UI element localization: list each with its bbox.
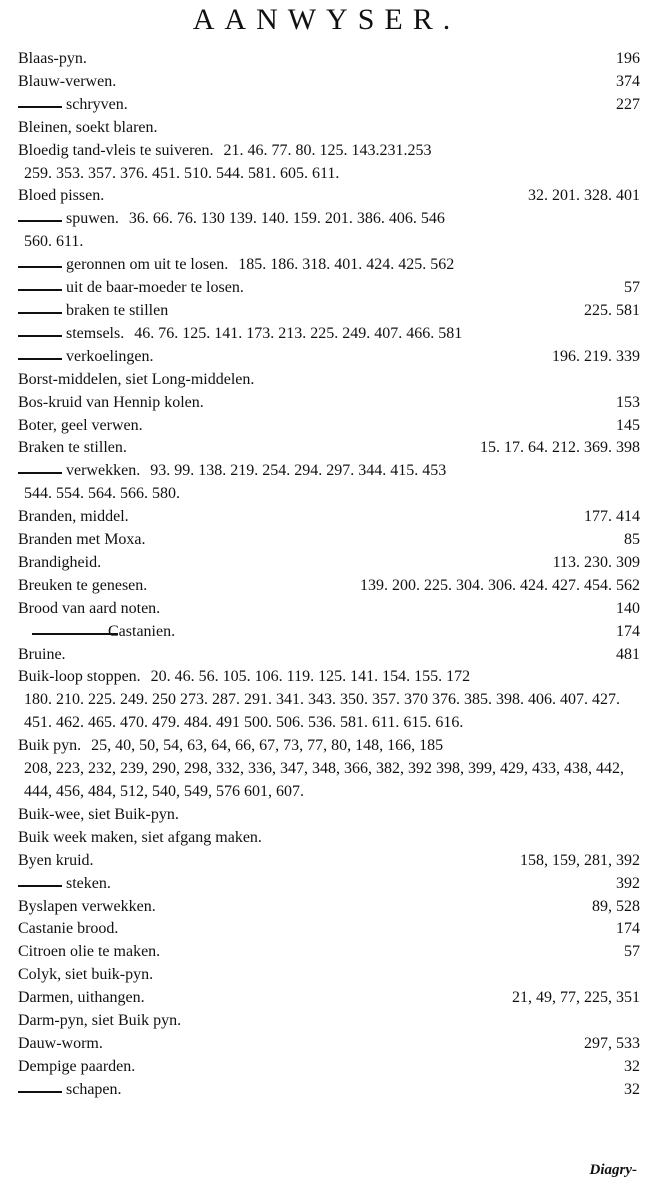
index-entry [18, 735, 640, 804]
entry-term: schryven. [18, 96, 128, 113]
entry-pages: 57 [624, 279, 640, 297]
entry-pages: 25, 40, 50, 54, 63, 64, 66, 67, 73, 77, 80, 148, 166, 185 [91, 737, 444, 755]
index-entry [18, 529, 640, 552]
entry-term: Buik-wee, siet Buik-pyn. [18, 805, 179, 823]
entry-term: Branden, middel. [18, 508, 129, 526]
entry-pages: 140 [616, 599, 640, 617]
index-subentry [18, 300, 640, 323]
index-entry [18, 598, 640, 621]
entry-term: Citroen olie te maken. [18, 943, 161, 961]
entry-pages: 481 [616, 645, 640, 663]
index-entry [18, 71, 640, 94]
entry-term: Bleinen, soekt blaren. [18, 118, 158, 136]
entry-pages: 145 [616, 416, 640, 434]
entry-term: Byslapen verwekken. [18, 897, 156, 915]
entry-term: Buik pyn. [18, 737, 82, 755]
entry-pages: 185. 186. 318. 401. 424. 425. 562 [238, 256, 455, 274]
entry-term: Castanie brood. [18, 920, 119, 938]
entry-pages: 32 [624, 1080, 640, 1098]
index-subentry [18, 621, 640, 644]
entry-pages: 93. 99. 138. 219. 254. 294. 297. 344. 415. 453 [150, 462, 447, 480]
index-entry [18, 48, 640, 71]
entry-term: stemsels. [18, 325, 124, 342]
index-subentry [18, 254, 640, 277]
entry-pages: 89, 528 [592, 897, 640, 915]
index-entry [18, 140, 640, 186]
entry-term: Bloedig tand-vleis te suiveren. [18, 141, 214, 159]
entry-term: Dauw-worm. [18, 1034, 103, 1052]
entry-pages: 21. 46. 77. 80. 125. 143.231.253 [223, 141, 432, 159]
page-title: AANWYSER. [192, 3, 461, 36]
index-subentry [18, 460, 640, 506]
entry-pages: 158, 159, 281, 392 [520, 851, 640, 869]
entry-pages-continued: 544. 554. 564. 566. 580. [24, 485, 180, 503]
index-entry [18, 575, 640, 598]
entry-term: Boter, geel verwen. [18, 416, 143, 434]
index-entry [18, 666, 640, 735]
entry-term: Dempige paarden. [18, 1057, 136, 1075]
entry-term: Bos-kruid van Hennip kolen. [18, 393, 204, 411]
index-entry [18, 896, 640, 919]
entry-term: Blaas-pyn. [18, 50, 87, 67]
index-entry [18, 1056, 640, 1079]
index-entry [18, 964, 640, 987]
index-entry [18, 552, 640, 575]
index-subentry [18, 1079, 640, 1102]
index-entry [18, 185, 640, 208]
index-subentry [18, 277, 640, 300]
index-entry [18, 437, 640, 460]
entry-pages: 57 [624, 943, 640, 961]
entry-term: verkoelingen. [18, 348, 154, 365]
entry-pages: 139. 200. 225. 304. 306. 424. 427. 454. 562 [360, 576, 640, 594]
entry-term: Darmen, uithangen. [18, 989, 145, 1007]
index-entry [18, 415, 640, 438]
entry-pages-continued: 208, 223, 232, 239, 290, 298, 332, 336, 347, 348, 366, 382, 392 398, 399, 429, 433, 438, 442, 444, 456, 484, 512, 540, 549, 576 601, 607. [24, 760, 624, 800]
entry-pages: 177. 414 [584, 508, 640, 526]
index-subentry [18, 208, 640, 254]
entry-pages: 20. 46. 56. 105. 106. 119. 125. 141. 154. 155. 172 [150, 668, 471, 686]
index-entry [18, 1033, 640, 1056]
entry-pages: 227 [616, 95, 640, 113]
entry-term: verwekken. [18, 462, 140, 479]
entry-term: Darm-pyn, siet Buik pyn. [18, 1012, 182, 1030]
index-entry [18, 392, 640, 415]
entry-term: geronnen om uit te losen. [18, 256, 228, 273]
index-entry [18, 850, 640, 873]
entry-term: Bloed pissen. [18, 187, 105, 205]
entry-term: Byen kruid. [18, 851, 94, 869]
entry-term: Bruine. [18, 645, 66, 663]
index-entry [18, 117, 640, 140]
entry-pages: 36. 66. 76. 130 139. 140. 159. 201. 386. 406. 546 [128, 210, 445, 228]
entry-term: Buik-loop stoppen. [18, 668, 141, 686]
entry-pages: 374 [616, 72, 640, 90]
index-entry [18, 827, 640, 850]
entry-pages-continued: 180. 210. 225. 249. 250 273. 287. 291. 341. 343. 350. 357. 370 376. 385. 398. 406. 407. 427. 451. 462. 465. 470. 479. 484. 491 500. 506. 536. 581. 611. 615. 616. [24, 691, 620, 732]
entry-pages: 85 [624, 531, 640, 549]
index-list [18, 48, 640, 1102]
entry-pages: 196. 219. 339 [552, 347, 640, 365]
entry-term: braken te stillen [18, 302, 168, 319]
entry-term: Branden met Moxa. [18, 531, 146, 549]
index-entry [18, 918, 640, 941]
entry-term: Colyk, siet buik-pyn. [18, 966, 154, 984]
entry-term: Brandigheid. [18, 553, 102, 571]
index-entry [18, 804, 640, 827]
entry-pages: 174 [616, 920, 640, 938]
catchword: Diagry- [589, 1162, 637, 1178]
index-subentry [18, 94, 640, 117]
index-entry [18, 369, 640, 392]
entry-pages: 297, 533 [584, 1034, 640, 1052]
entry-term: Braken te stillen. [18, 439, 127, 457]
index-entry [18, 506, 640, 529]
index-entry [18, 1010, 640, 1033]
index-entry [18, 987, 640, 1010]
entry-pages-continued: 259. 353. 357. 376. 451. 510. 544. 581. 605. 611. [24, 164, 340, 182]
entry-term: Blauw-verwen. [18, 72, 117, 90]
entry-term: schapen. [18, 1081, 122, 1098]
entry-pages: 32. 201. 328. 401 [528, 187, 640, 205]
entry-pages: 392 [616, 874, 640, 892]
entry-pages: 113. 230. 309 [552, 553, 640, 571]
entry-term: Brood van aard noten. [18, 599, 161, 617]
entry-term: Buik week maken, siet afgang maken. [18, 828, 262, 846]
entry-term: Castanien. [18, 623, 175, 640]
entry-pages: 32 [624, 1057, 640, 1075]
entry-pages-continued: 560. 611. [24, 233, 84, 251]
entry-pages: 196 [616, 50, 640, 67]
index-entry [18, 644, 640, 667]
entry-term: steken. [18, 875, 111, 892]
entry-pages: 15. 17. 64. 212. 369. 398 [480, 439, 640, 457]
index-entry [18, 941, 640, 964]
entry-pages: 21, 49, 77, 225, 351 [512, 989, 640, 1007]
entry-pages: 46. 76. 125. 141. 173. 213. 225. 249. 407. 466. 581 [134, 324, 463, 342]
entry-term: Breuken te genesen. [18, 576, 148, 594]
entry-pages: 174 [616, 622, 640, 640]
index-subentry [18, 323, 640, 346]
entry-pages: 153 [616, 393, 640, 411]
entry-term: Borst-middelen, siet Long-middelen. [18, 370, 255, 388]
entry-term: uit de baar-moeder te losen. [18, 279, 244, 296]
index-subentry [18, 346, 640, 369]
entry-term: spuwen. [18, 210, 119, 227]
entry-pages: 225. 581 [584, 301, 640, 319]
index-subentry [18, 873, 640, 896]
